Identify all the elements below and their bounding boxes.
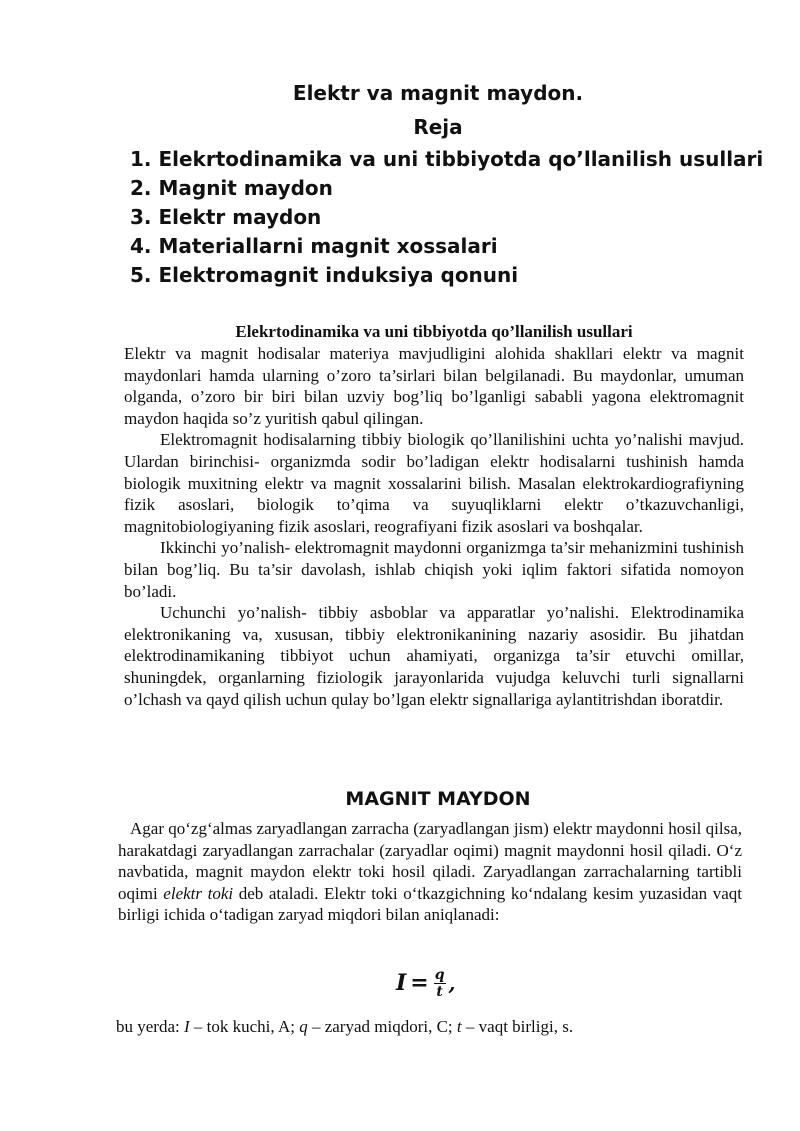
paragraph <box>118 818 742 926</box>
section-body-magnetic-field <box>118 818 742 926</box>
plan-item: 2. Magnit maydon <box>130 176 333 200</box>
formula-denominator: t <box>436 983 443 1000</box>
paragraph: Uchunchi yo’nalish- tibbiy asboblar va apparatlar yo’nalishi. Elektrodinamika elektronikaning va, xususan, tibbiy elektronikanining nazariy asosidir. Bu jihatdan elektrodinamikaning tibbiyot uchun ahamiyati, organizga ta’sir etuvchi omillar, shuningdek, organlarning fiziologik jarayonlarida vujudga keluvchi turli signallarni o’lchash va qayd qilish uchun qulay bo’lgan elektr signallariga aylantitrishdan iboratdir. <box>124 603 744 709</box>
legend-text: – vaqt birligi, s. <box>461 1017 574 1036</box>
plan-item: 4. Materiallarni magnit xossalari <box>130 234 498 258</box>
plan-list <box>130 145 763 290</box>
plan-item: 1. Elekrtodinamika va uni tibbiyotda qo’llanilish usullari <box>130 147 764 171</box>
legend-text: – zaryad miqdori, C; <box>307 1017 457 1036</box>
formula-numerator: q <box>434 966 445 983</box>
section-heading-electrodynamics: Elekrtodinamika va uni tibbiyotda qo’llanilish usullari <box>235 322 633 341</box>
legend-symbol: I <box>183 1017 190 1036</box>
plan-item: 5. Elektromagnit induksiya qonuni <box>130 263 519 287</box>
legend-prefix: bu yerda: <box>116 1017 184 1036</box>
paragraph: Elektromagnit hodisalarning tibbiy biologik qo’llanilishini uchta yo’nalishi mavjud. Ulardan birinchisi- organizmda sodir bo’ladigan elektr hodisalarni tushinish hamda biologik muxitning elektr va magnit xossalarini bilish. Masalan elektrokardiografiyning fizik asoslari, biologik to’qima va suyuqliklarni elektr o’tkazuvchanligi, magnitobiologiyaning fizik asoslari, reografiyani fizik asoslari va boshqalar. <box>124 430 744 536</box>
section-body-electrodynamics <box>124 343 744 710</box>
document-title: Elektr va magnit maydon. <box>292 81 584 105</box>
formula-equals: = <box>410 970 429 996</box>
current-formula <box>396 963 456 1003</box>
legend-text: – tok kuchi, A; <box>189 1017 300 1036</box>
paragraph: Elektr va magnit hodisalar materiya mavjudligini alohida shakllari elektr va magnit maydonlari hamda ularning o’zoro ta’sirlari bilan belgilanadi. Bu maydonlar, umuman olganda, o’zoro bir biri bilan uzviy bog’liq bo’lganligi sababli yagona elektromagnit maydon haqida so’z yuritish qabul qilingan. <box>124 344 744 428</box>
formula-symbol-current: I <box>396 970 407 996</box>
text-run: deb ataladi. Elektr toki o‘tkazgichning ko‘ndalang kesim yuzasidan vaqt birligi ichida o‘tadigan zaryad miqdori bilan aniqlanadi: <box>118 883 742 925</box>
formula-comma: , <box>448 971 456 995</box>
plan-heading: Reja <box>413 115 463 139</box>
text-run: Agar qo‘zg‘almas zaryadlangan zarracha (zaryadlangan jism) elektr maydonni hosil qilsa, harakatdagi zaryadlangan zarrachalar (zaryadlar oqimi) magnit maydonni hosil qiladi. O‘z navbatida, magnit maydon elektr toki hosil qiladi. Zaryadlangan zarrachalarning tartibli oqimi <box>118 819 742 903</box>
section-heading-magnetic-field: MAGNIT MAYDON <box>345 788 531 810</box>
legend-symbol: t <box>456 1017 462 1036</box>
legend-symbol: q <box>299 1017 308 1036</box>
formula-legend <box>116 1016 573 1037</box>
formula-fraction <box>433 968 447 999</box>
term-electric-current: elektr toki <box>163 883 234 903</box>
paragraph: Ikkinchi yo’nalish- elektromagnit maydonni organizmga ta’sir mehanizmini tushinish bilan bog’liq. Bu ta’sir davolash, ishlab chiqish yoki iqlim faktori sifatida nomoyon bo’ladi. <box>124 538 744 601</box>
plan-item: 3. Elektr maydon <box>130 205 322 229</box>
